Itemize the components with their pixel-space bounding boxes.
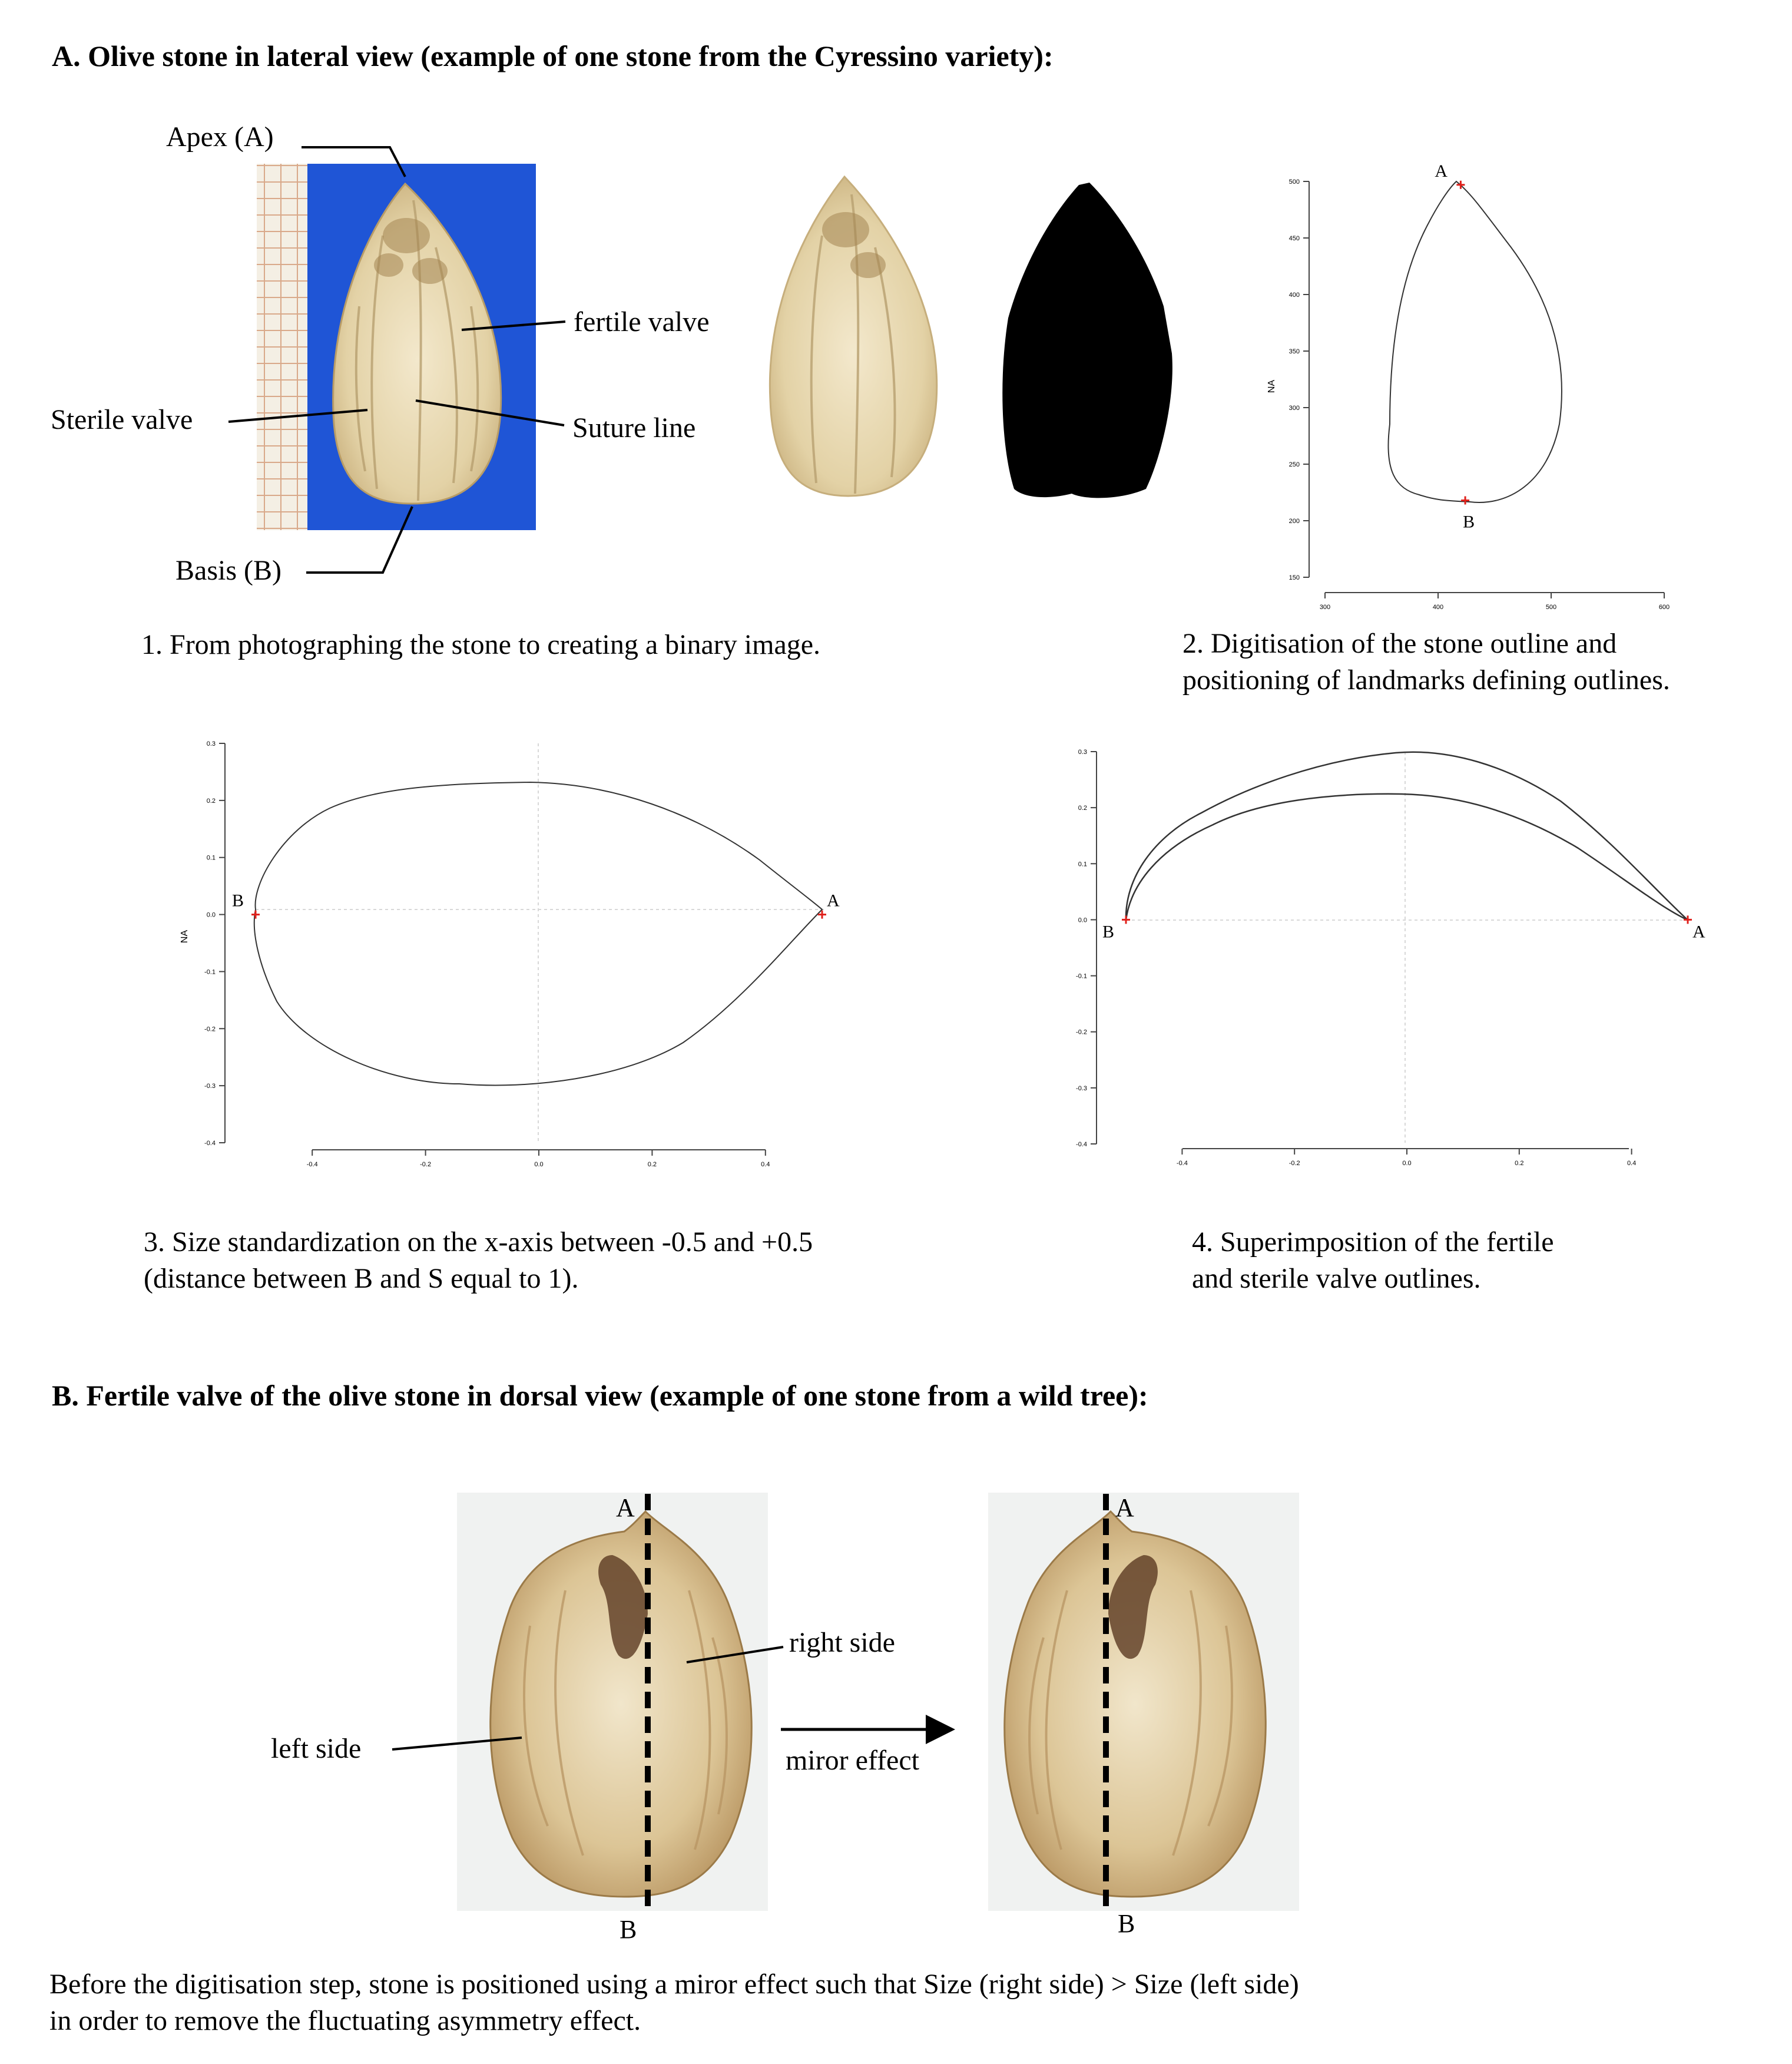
chart2-y-label: NA <box>180 930 190 944</box>
chart1-y-tick-label: 150 <box>1288 574 1300 581</box>
chart3-y-tick-label: -0.2 <box>1076 1028 1087 1036</box>
basis-label: Basis (B) <box>175 555 281 586</box>
section-b-caption-line2: in order to remove the fluctuating asymmetry effect. <box>49 2005 641 2036</box>
apex-label: Apex (A) <box>166 121 274 153</box>
chart2-x-tick-label: 0.0 <box>534 1161 544 1168</box>
chart1-y-tick-label: 450 <box>1288 235 1300 242</box>
chart2-x-tick-label: 0.2 <box>647 1161 657 1168</box>
left-side-label: left side <box>271 1733 362 1764</box>
stone-dorsal-mirrored <box>988 1493 1299 1938</box>
chart3-landmark-b <box>1122 915 1130 924</box>
chart3-x-tick-label: 0.4 <box>1627 1160 1637 1167</box>
section-a-title: A. Olive stone in lateral view (example of one stone from the Cyressino variety): <box>52 39 1054 72</box>
chart2-y-tick-label: -0.1 <box>204 968 216 976</box>
landmark-a-left: A <box>616 1493 635 1522</box>
chart1-y-tick-label: 300 <box>1288 405 1300 412</box>
chart3-x-tick-label: -0.4 <box>1176 1160 1188 1167</box>
chart1-y-tick-label: 350 <box>1288 348 1300 355</box>
scale-grid <box>257 164 310 530</box>
fertile-valve-label: fertile valve <box>574 306 710 338</box>
chart1-x-tick-label: 600 <box>1658 604 1670 611</box>
chart3-y-tick-label: 0.3 <box>1078 749 1087 756</box>
chart2-x-tick-label: -0.4 <box>306 1161 318 1168</box>
caption-step3-line1: 3. Size standardization on the x-axis between -0.5 and +0.5 <box>144 1226 813 1258</box>
chart2-y-tick-label: -0.3 <box>204 1083 216 1090</box>
chart1-y-label: NA <box>1267 379 1277 393</box>
chart2-y-tick-label: 0.1 <box>206 854 216 862</box>
stone-cutout <box>770 177 936 496</box>
chart-superimposed <box>1076 749 1705 1167</box>
chart3-y-tick-label: 0.1 <box>1078 861 1087 868</box>
chart3-x-tick-label: -0.2 <box>1288 1160 1300 1167</box>
stone-dorsal-original <box>457 1493 768 1944</box>
chart3-y-tick-label: 0.0 <box>1078 917 1087 924</box>
chart3-x-tick-label: 0.0 <box>1402 1160 1412 1167</box>
chart2-x-tick-label: -0.2 <box>420 1161 432 1168</box>
chart2-landmark-label-a: A <box>827 891 840 911</box>
caption-step2-line2: positioning of landmarks defining outlines. <box>1182 664 1670 696</box>
mirror-effect-label: miror effect <box>786 1745 919 1776</box>
chart2-y-tick-label: 0.3 <box>206 740 216 747</box>
chart1-landmark-b <box>1461 496 1469 504</box>
binary-image <box>1002 183 1172 498</box>
chart3-y-tick-label: -0.1 <box>1076 973 1087 980</box>
chart1-landmark-label-a: A <box>1435 161 1448 181</box>
caption-step2-line1: 2. Digitisation of the stone outline and <box>1182 628 1617 659</box>
chart3-y-tick-label: 0.2 <box>1078 805 1087 812</box>
caption-step4-line1: 4. Superimposition of the fertile <box>1192 1226 1554 1258</box>
sterile-valve-label: Sterile valve <box>51 404 193 435</box>
chart1-x-tick-label: 500 <box>1545 604 1557 611</box>
chart2-landmark-b <box>251 911 260 919</box>
chart1-y-tick-label: 250 <box>1288 461 1300 468</box>
section-b-title: B. Fertile valve of the olive stone in dorsal view (example of one stone from a wild tree): <box>52 1379 1148 1412</box>
chart3-y-tick-label: -0.4 <box>1076 1141 1087 1148</box>
chart3-y-tick-label: -0.3 <box>1076 1084 1087 1092</box>
chart3-landmark-label-a: A <box>1692 922 1705 942</box>
chart2-y-tick-label: 0.2 <box>206 797 216 805</box>
chart2-x-tick-label: 0.4 <box>761 1161 770 1168</box>
chart2-y-tick-label: 0.0 <box>206 911 216 919</box>
stone-photo <box>257 164 536 530</box>
chart-digitised <box>1267 161 1670 611</box>
suture-line-label: Suture line <box>572 412 696 444</box>
chart1-x-tick-label: 300 <box>1319 604 1331 611</box>
chart1-y-tick-label: 500 <box>1288 178 1300 186</box>
landmark-a-right: A <box>1115 1493 1134 1522</box>
chart3-landmark-label-b: B <box>1102 922 1115 942</box>
chart1-y-tick-label: 200 <box>1288 518 1300 525</box>
chart3-x-tick-label: 0.2 <box>1515 1160 1524 1167</box>
chart2-landmark-label-b: B <box>232 891 244 911</box>
right-side-label: right side <box>789 1627 895 1658</box>
caption-step3-line2: (distance between B and S equal to 1). <box>144 1263 579 1294</box>
chart2-y-tick-label: -0.2 <box>204 1026 216 1033</box>
fertile-valve-outline <box>1126 752 1688 920</box>
chart-standardized <box>180 740 840 1168</box>
section-b-caption-line1: Before the digitisation step, stone is positioned using a miror effect such that Size (right side) > Size (left side) <box>49 1969 1299 2000</box>
chart1-landmark-label-b: B <box>1463 512 1475 532</box>
caption-step4-line2: and sterile valve outlines. <box>1192 1263 1481 1294</box>
landmark-b-right: B <box>1118 1909 1135 1938</box>
chart1-y-tick-label: 400 <box>1288 292 1300 299</box>
chart1-x-tick-label: 400 <box>1432 604 1444 611</box>
chart1-outline <box>1388 181 1562 502</box>
landmark-b-left: B <box>620 1915 637 1944</box>
caption-step1: 1. From photographing the stone to creating a binary image. <box>141 629 821 660</box>
sterile-valve-outline <box>1126 794 1688 920</box>
chart2-y-tick-label: -0.4 <box>204 1140 216 1147</box>
